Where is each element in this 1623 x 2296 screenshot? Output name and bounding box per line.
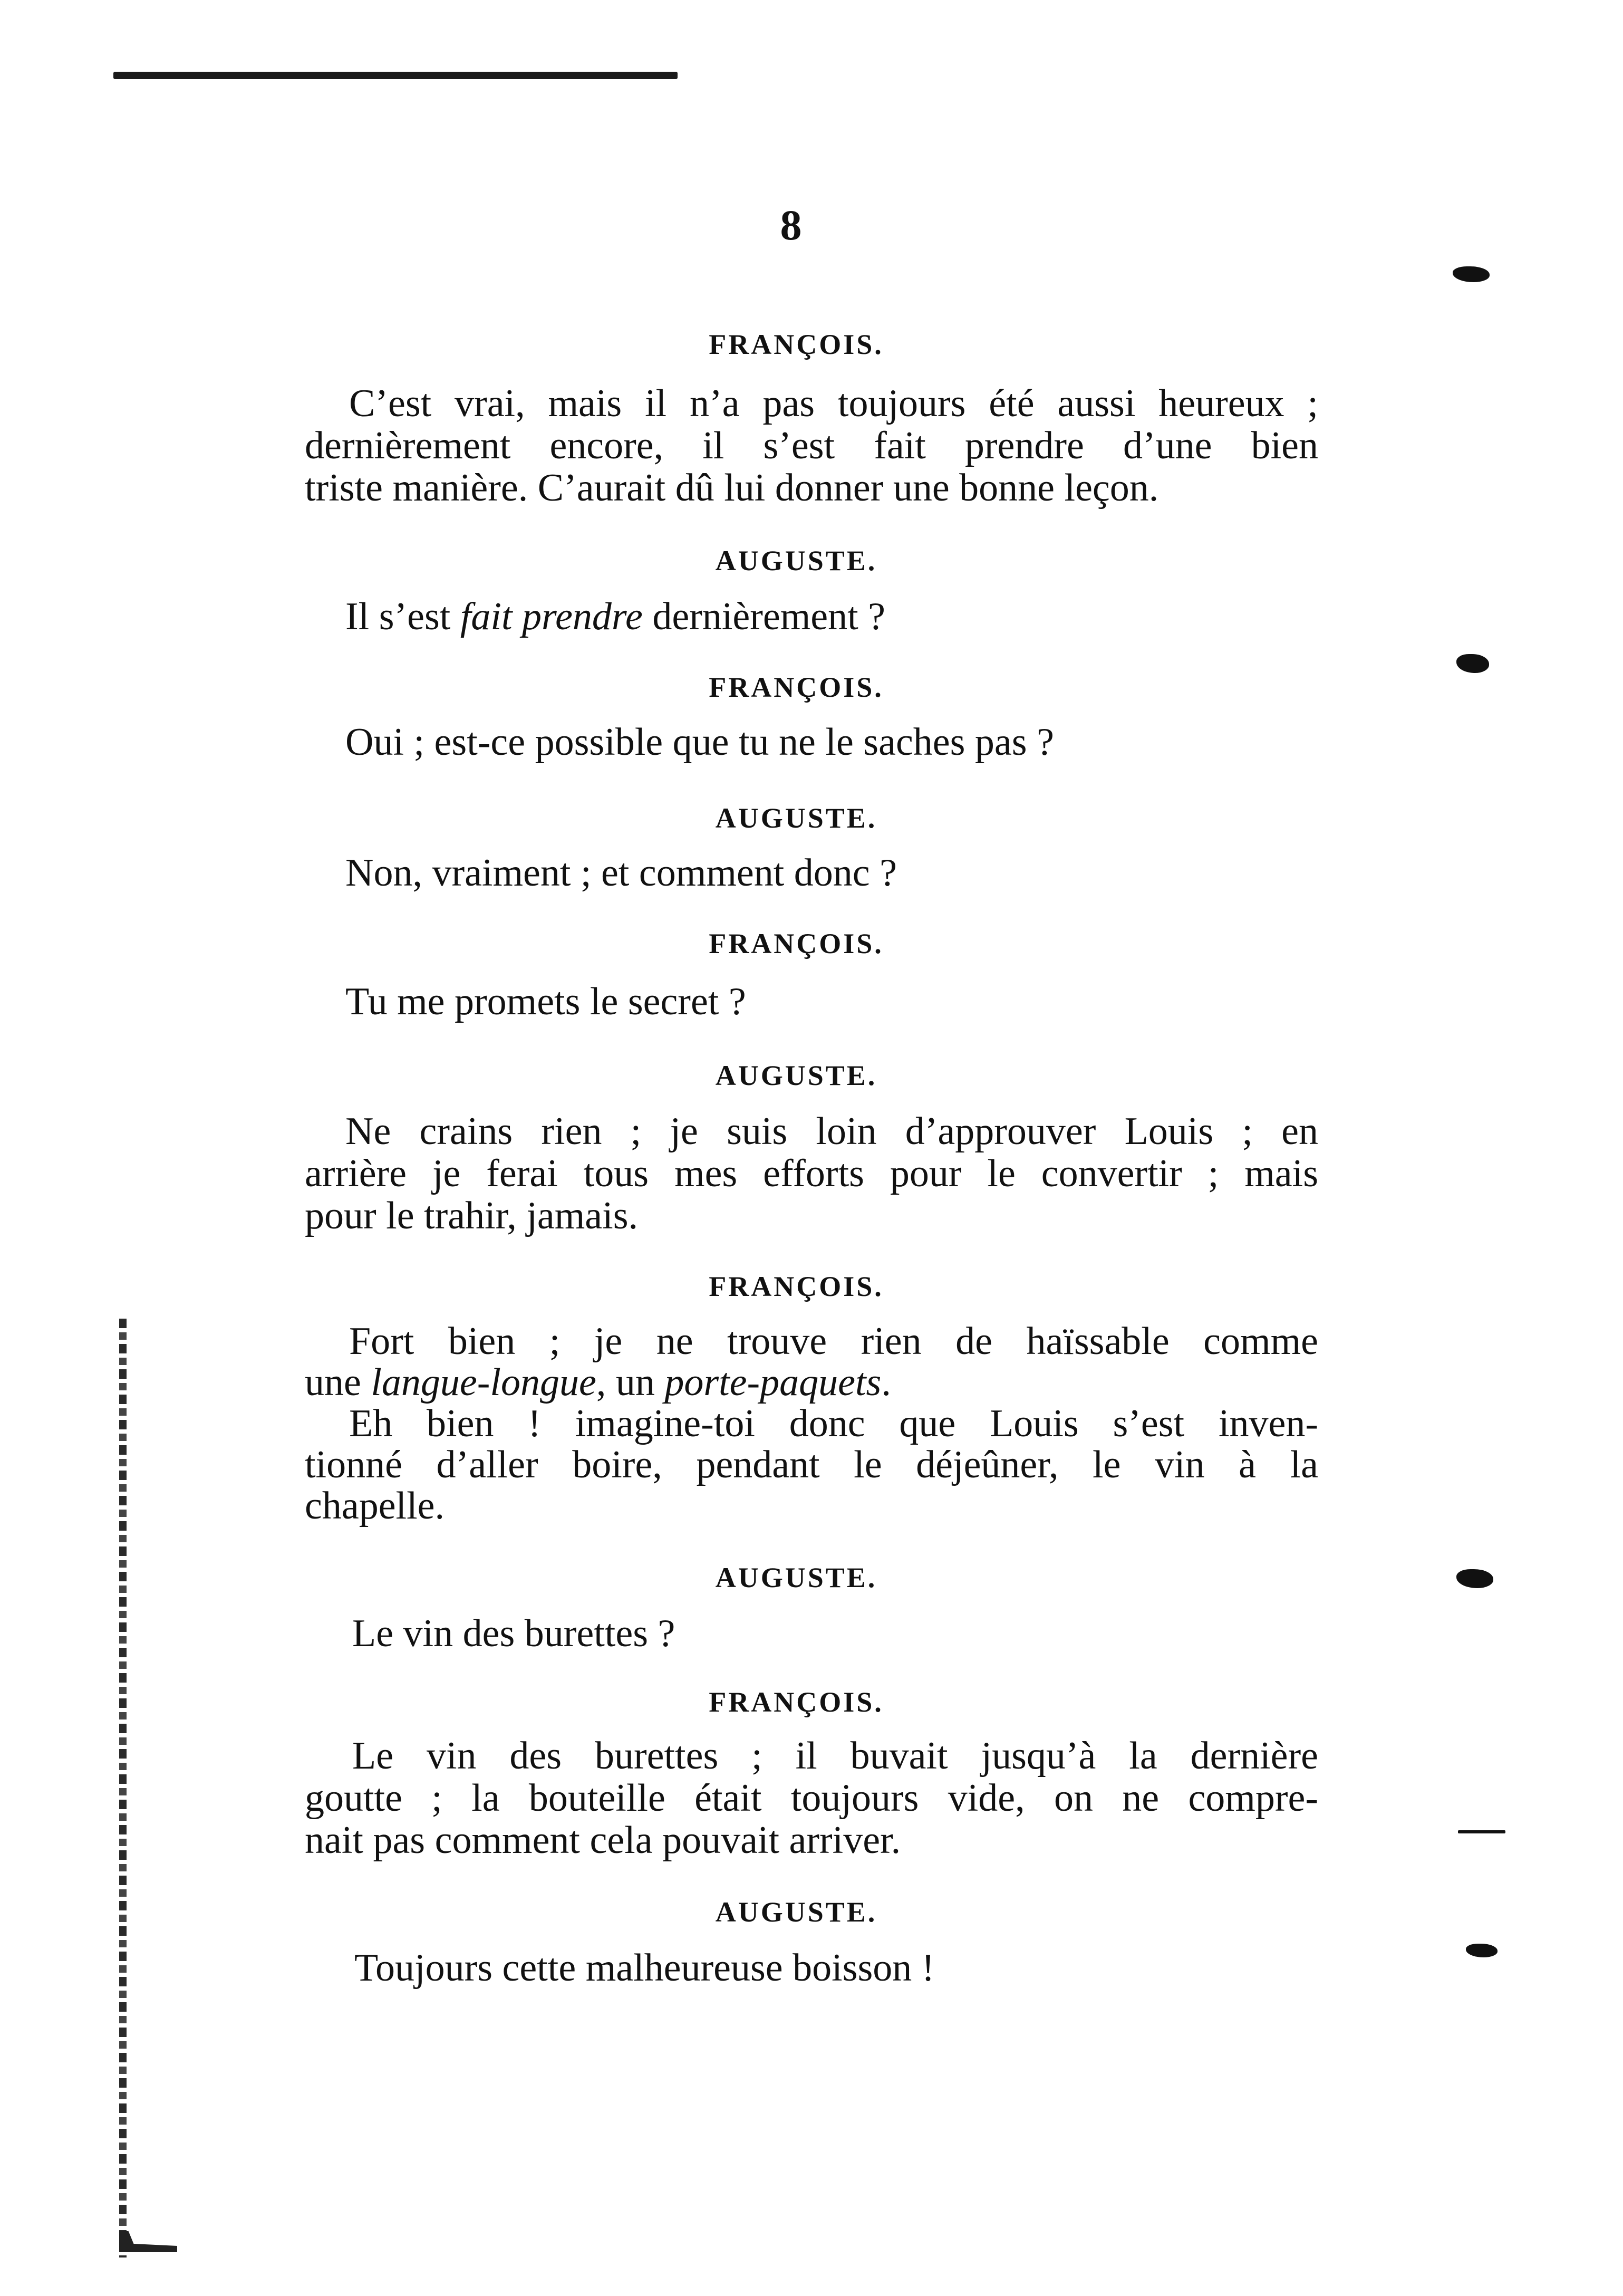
speaker-name: FRANÇOIS. [709, 671, 884, 703]
dialogue-line: pour le trahir, jamais. [305, 1194, 638, 1237]
binding-edge-foot [119, 2231, 177, 2252]
dialogue-line: Toujours cette malheureuse boisson ! [354, 1946, 935, 1990]
speaker-name: FRANÇOIS. [709, 329, 884, 360]
dialogue-line: Oui ; est-ce possible que tu ne le saches pas ? [345, 720, 1054, 764]
dialogue-line: arrière je ferai tous mes efforts pour le convertir ; mais [305, 1152, 1318, 1195]
dialogue-line: nait pas comment cela pouvait arriver. [305, 1819, 901, 1862]
top-printed-rule [113, 72, 678, 79]
dialogue-line: Ne crains rien ; je suis loin d’approuver Louis ; en [345, 1110, 1318, 1153]
dialogue-line: goutte ; la bouteille était toujours vide, on ne compre- [305, 1776, 1318, 1820]
speaker-name: AUGUSTE. [715, 1896, 877, 1928]
italic-phrase: fait prendre [460, 595, 643, 638]
italic-phrase: porte-paquets [664, 1361, 882, 1404]
dialogue-line: Le vin des burettes ? [352, 1612, 675, 1655]
binding-edge [119, 1319, 127, 2257]
ink-blot [1456, 654, 1489, 673]
dialogue-line: Eh bien ! imagine-toi donc que Louis s’est inven- [349, 1402, 1318, 1445]
italic-phrase: langue-longue [371, 1361, 596, 1404]
speaker-name: AUGUSTE. [715, 1562, 877, 1593]
dialogue-line: Il s’est fait prendre dernièrement ? [345, 595, 886, 638]
page-number: 8 [780, 201, 802, 249]
speaker-name: AUGUSTE. [715, 1060, 877, 1091]
speaker-name: FRANÇOIS. [709, 1686, 884, 1718]
dialogue-line: tionné d’aller boire, pendant le déjeûner, le vin à la [305, 1443, 1318, 1486]
dialogue-line: Le vin des burettes ; il buvait jusqu’à la dernière [352, 1734, 1318, 1778]
speaker-name: FRANÇOIS. [709, 1271, 884, 1302]
dialogue-line: chapelle. [305, 1484, 445, 1528]
dialogue-line: Non, vraiment ; et comment donc ? [345, 851, 897, 895]
dialogue-line: Fort bien ; je ne trouve rien de haïssable comme [349, 1320, 1318, 1363]
ink-blot [1453, 266, 1490, 282]
speaker-name: FRANÇOIS. [709, 928, 884, 959]
dialogue-line: C’est vrai, mais il n’a pas toujours été aussi heureux ; [349, 382, 1318, 425]
speaker-name: AUGUSTE. [715, 545, 877, 577]
dialogue-line: une langue-longue, un porte-paquets. [305, 1361, 891, 1404]
ink-blot [1466, 1944, 1498, 1957]
ink-blot [1458, 1830, 1505, 1833]
dialogue-line: dernièrement encore, il s’est fait prendre d’une bien [305, 424, 1318, 467]
speaker-name: AUGUSTE. [715, 802, 877, 834]
dialogue-line: Tu me promets le secret ? [345, 980, 746, 1023]
dialogue-line: triste manière. C’aurait dû lui donner une bonne leçon. [305, 466, 1159, 510]
